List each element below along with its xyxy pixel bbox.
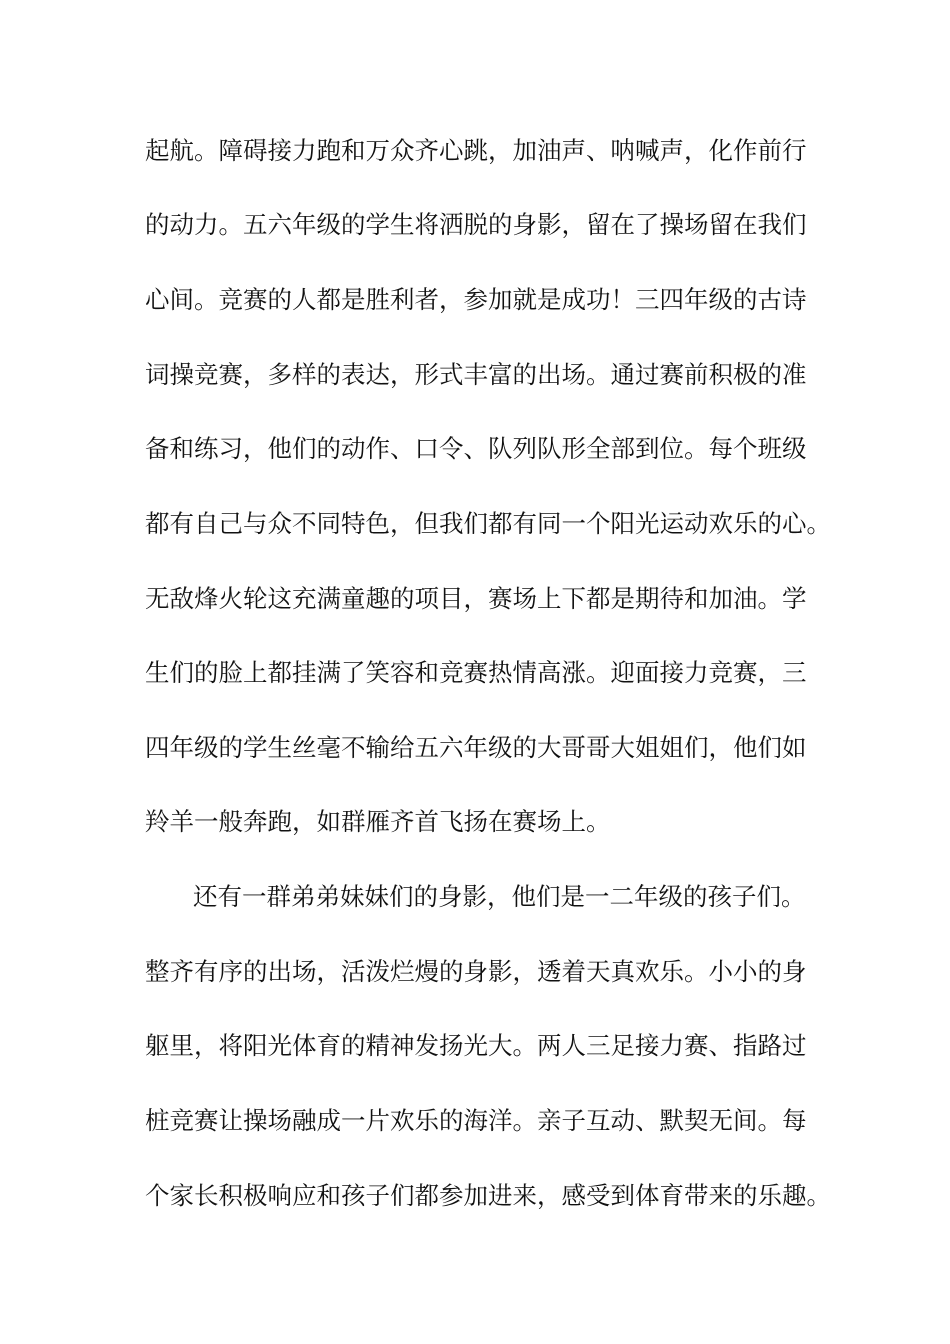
text-line: 生们的脸上都挂满了笑容和竞赛热情高涨。迎面接力竞赛，三 [145,658,807,687]
text-line: 的动力。五六年级的学生将洒脱的身影，留在了操场留在我们 [145,210,807,239]
text-line: 备和练习，他们的动作、口令、队列队形全部到位。每个班级 [145,434,807,463]
text-line: 起航。障碍接力跑和万众齐心跳，加油声、呐喊声，化作前行 [145,136,807,165]
text-line: 躯里，将阳光体育的精神发扬光大。两人三足接力赛、指路过 [145,1031,807,1060]
text-line: 无敌烽火轮这充满童趣的项目，赛场上下都是期待和加油。学 [145,584,807,613]
text-line: 四年级的学生丝毫不输给五六年级的大哥哥大姐姐们，他们如 [145,733,807,762]
text-line: 都有自己与众不同特色，但我们都有同一个阳光运动欢乐的心。 [145,509,831,538]
text-line: 个家长积极响应和孩子们都参加进来，感受到体育带来的乐趣。 [145,1181,831,1210]
text-line: 桩竞赛让操场融成一片欢乐的海洋。亲子互动、默契无间。每 [145,1106,807,1135]
paragraph-first-line: 还有一群弟弟妹妹们的身影，他们是一二年级的孩子们。 [193,882,806,911]
text-line: 词操竞赛，多样的表达，形式丰富的出场。通过赛前积极的准 [145,360,807,389]
text-line: 心间。竞赛的人都是胜利者，参加就是成功！三四年级的古诗 [145,285,807,314]
text-line: 羚羊一般奔跑，如群雁齐首飞扬在赛场上。 [145,807,611,836]
text-line: 整齐有序的出场，活泼烂熳的身影，透着天真欢乐。小小的身 [145,957,807,986]
